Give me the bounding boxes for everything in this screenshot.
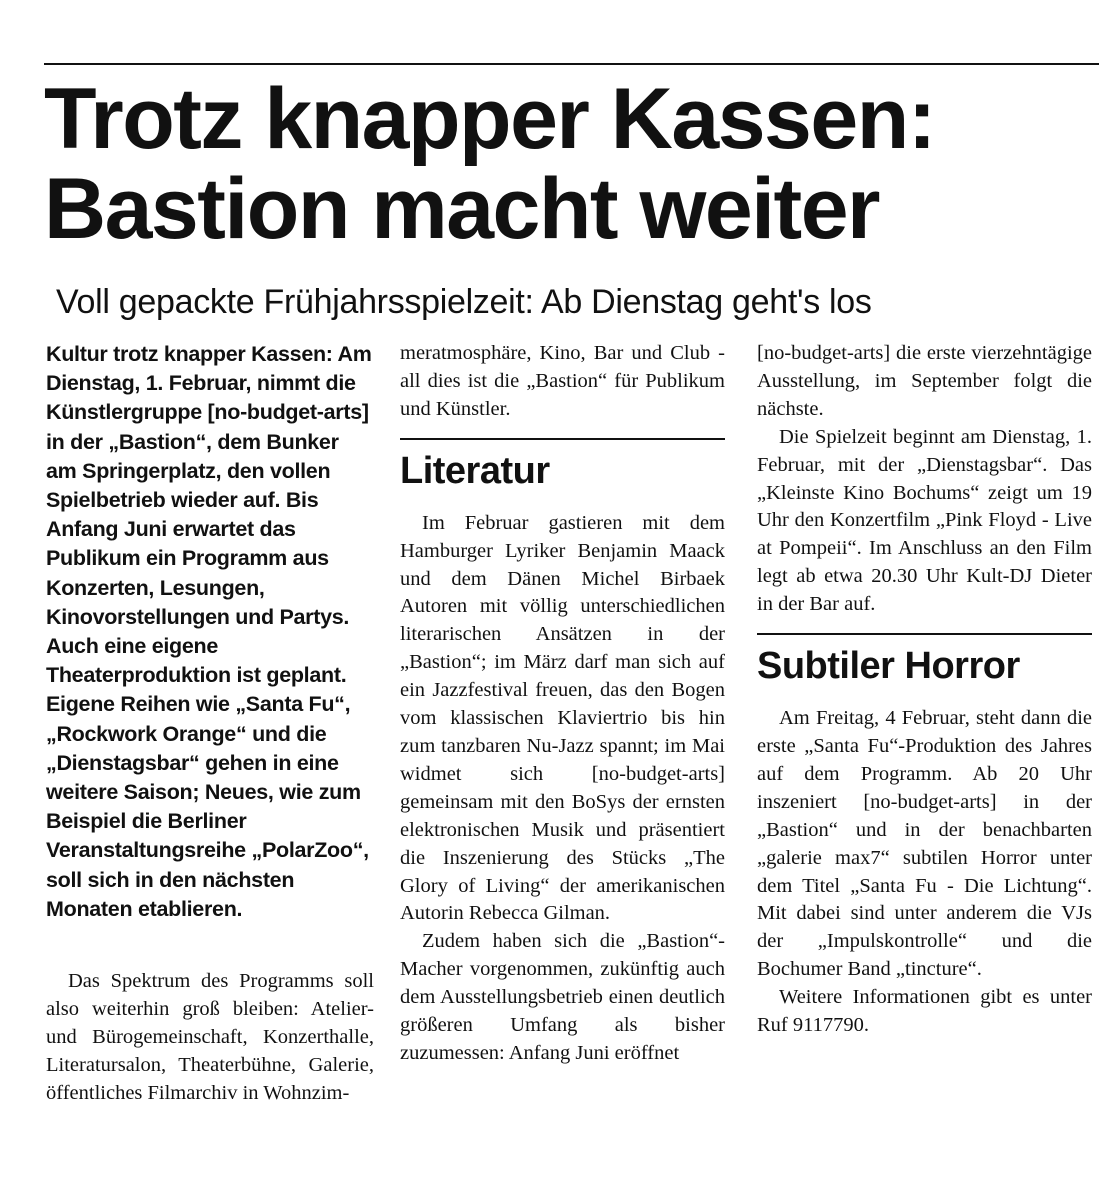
body-paragraph: Das Spektrum des Programms soll also weiterhin groß bleiben: Atelier- und Bürogemeinschaft, Konzerthalle, Literatursalon, Theaterbühne, Galerie, öffentliches Filmarchiv in Wohnzim-: [46, 970, 374, 1104]
section-divider: [757, 633, 1092, 635]
headline-line-2: Bastion macht weiter: [44, 161, 879, 257]
headline-line-1: Trotz knapper Kassen:: [44, 71, 935, 167]
column-gap: [46, 924, 374, 968]
top-rule: [44, 63, 1099, 65]
section-divider: [400, 438, 725, 440]
body-paragraph: [no-budget-arts] die erste vierzehntägige Ausstellung, im September folgt die nächste.: [757, 342, 1092, 420]
body-paragraph: meratmosphäre, Kino, Bar und Club - all dies ist die „Bastion“ für Publikum und Künstler.: [400, 342, 725, 420]
column-1: [46, 340, 374, 1108]
section-heading-subtiler-horror: Subtiler Horror: [757, 645, 1020, 688]
column-2: [400, 340, 725, 1068]
section-heading-literatur: Literatur: [400, 449, 550, 492]
headline: [44, 71, 1104, 257]
body-paragraph: Am Freitag, 4 Februar, steht dann die erste „Santa Fu“-Produktion des Jahres auf dem Programm. Ab 20 Uhr inszeniert [no-budget-arts] in der „Bastion“ und in der benachbarten „galerie max7“ subtilen Horror unter dem Titel „Santa Fu - Die Lichtung“. Mit dabei sind unter anderem die VJs der „Impulskontrolle“ und die Bochumer Band „tincture“.: [757, 707, 1092, 981]
subheadline: Voll gepackte Frühjahrsspielzeit: Ab Dienstag geht's los: [56, 283, 872, 321]
body-paragraph: Zudem haben sich die „Bastion“-Macher vorgenommen, zukünftig auch dem Ausstellungsbetrieb einen deutlich größeren Umfang als bisher zuzumessen: Anfang Juni eröffnet: [400, 930, 725, 1064]
body-paragraph: Weitere Informationen gibt es unter Ruf 9117790.: [757, 986, 1092, 1037]
body-paragraph: Im Februar gastieren mit dem Hamburger Lyriker Benjamin Maack und dem Dänen Michel Birbaek Autoren mit völlig unterschiedlichen literarischen Ansätzen in der „Bastion“; im März darf man sich auf ein Jazzfestival freuen, das den Bogen vom klassischen Klaviertrio bis hin zum tanzbaren Nu-Jazz spannt; im Mai widmet sich [no-budget-arts] gemeinsam mit den BoSys der ernsten elektronischen Musik und präsentiert die Inszenierung des Stücks „The Glory of Living“ der amerikanischen Autorin Rebecca Gilman.: [400, 511, 725, 925]
column-3: [757, 340, 1092, 1040]
body-paragraph: Die Spielzeit beginnt am Dienstag, 1. Februar, mit der „Dienstagsbar“. Das „Kleinste Kino Bochums“ zeigt um 19 Uhr den Konzertfilm „Pink Floyd - Live at Pompeii“. Im Anschluss an den Film legt ab etwa 20.30 Uhr Kult-DJ Dieter in der Bar auf.: [757, 425, 1092, 616]
lead-paragraph: Kultur trotz knapper Kassen: Am Dienstag, 1. Februar, nimmt die Künstlergruppe [no-budget-arts] in der „Bastion“, dem Bunker am Springerplatz, den vollen Spielbetrieb wieder auf. Bis Anfang Juni erwartet das Publikum ein Programm aus Konzerten, Lesungen, Kinovorstellungen und Partys. Auch eine eigene Theaterproduktion ist geplant. Eigene Reihen wie „Santa Fu“, „Rockwork Orange“ und die „Dienstagsbar“ gehen in eine weitere Saison; Neues, wie zum Beispiel die Berliner Veranstaltungsreihe „PolarZoo“, soll sich in den nächsten Monaten etablieren.: [46, 342, 372, 921]
